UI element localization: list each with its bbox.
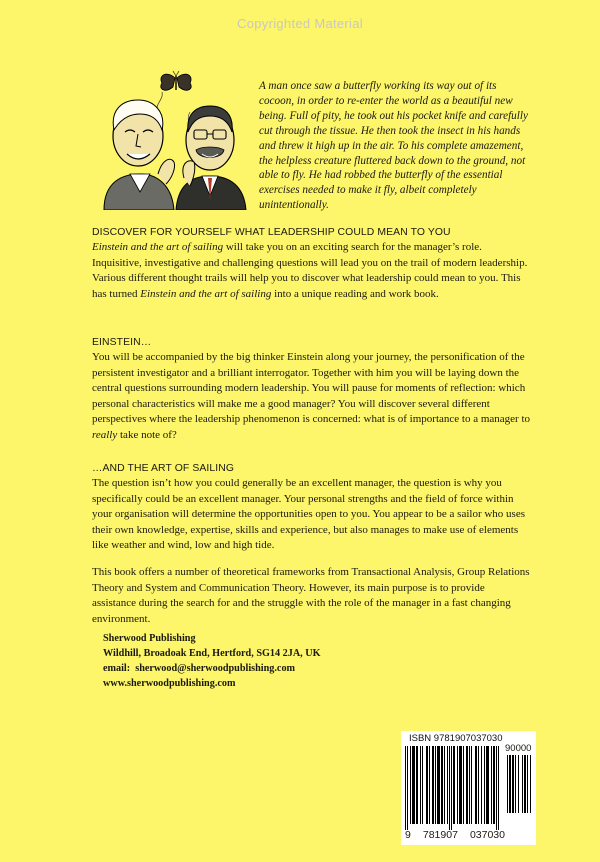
barcode-bar [432, 746, 434, 824]
barcode-bar [441, 746, 443, 824]
isbn-label: ISBN 9781907037030 [409, 733, 503, 744]
barcode-bar [475, 746, 477, 824]
barcode-bar [515, 755, 516, 813]
barcode-bar [463, 746, 464, 824]
section-paragraph: The question isn’t how you could generally be an excellent manager, the question is why you specifically could be an excellent manager. Your personal strengths and the field of force within your organisation will determine the opportunities open to you. You appear to be a sailor who uses their own knowledge, expertise, skills and experience, but also manages to make use of elements like weather and wind, low and high tide. [92, 477, 526, 552]
barcode-bar [412, 746, 415, 824]
book-title: Einstein and the art of sailing [140, 287, 272, 300]
publisher-email: sherwood@sherwoodpublishing.com [135, 663, 296, 674]
barcode-bar [444, 746, 445, 824]
barcode-digits-group1: 781907 [422, 829, 458, 841]
barcode-bar [471, 746, 472, 824]
barcode-bar [453, 746, 455, 824]
right-man-figure [176, 106, 246, 210]
left-man-figure [104, 100, 175, 210]
paragraph-text: take note of? [117, 428, 177, 441]
section-heading: EINSTEIN… [92, 337, 152, 348]
barcode-bars [405, 746, 505, 830]
section-paragraph [92, 240, 530, 302]
barcode-bar [426, 746, 428, 824]
section-einstein [92, 336, 530, 444]
barcode-bar [491, 746, 492, 824]
book-title: Einstein and the art of sailing [92, 241, 224, 253]
barcode-bar [420, 746, 421, 824]
emphasis-text: really [92, 428, 118, 441]
barcode-bar [429, 746, 430, 824]
section-art-of-sailing [92, 462, 530, 554]
copyright-watermark: Copyrighted Material [237, 16, 363, 31]
barcode-bar [512, 755, 514, 813]
section-heading: …AND THE ART OF SAILING [92, 463, 235, 474]
email-label: email: [103, 663, 131, 674]
paragraph-text: into a unique reading and work book. [271, 287, 439, 300]
barcode-bar [416, 746, 418, 824]
authors-illustration [92, 70, 254, 210]
butterfly-quote: A man once saw a butterfly working its way out of its cocoon, in order to re-enter the world as a beautiful new being. Full of pity, he took out his pocket knife and carefully cut through the tissue. He then took the insect in his hands and threw it high up in the air. To his complete amazement, the helpless creature fluttered back down to the ground, not able to fly. He had robbed the butterfly of the essential exercises needed to make it fly, albeit completely unintentionally. [259, 80, 528, 212]
barcode-bar [524, 755, 526, 813]
barcode-bar [486, 746, 489, 824]
barcode-bar [522, 755, 523, 813]
section-discover [92, 226, 530, 302]
butterfly-icon [161, 71, 192, 90]
barcode-bar [407, 746, 408, 830]
barcode-bar [437, 746, 440, 824]
publisher-website: www.sherwoodpublishing.com [103, 678, 236, 689]
barcode-bar [484, 746, 485, 824]
barcode-bar [469, 746, 470, 824]
barcode-bar [481, 746, 482, 824]
publisher-address: Wildhill, Broadoak End, Hertford, SG14 2JA, UK [103, 648, 321, 659]
barcode-bar [449, 746, 450, 830]
barcode-bar [527, 755, 528, 813]
barcode-bar [493, 746, 495, 824]
barcode-digit-first: 9 [405, 829, 411, 841]
barcode-digits [405, 829, 505, 841]
publisher-name: Sherwood Publishing [103, 633, 196, 644]
barcode-bar [447, 746, 448, 824]
barcode-bar [498, 746, 499, 830]
barcode-bar [405, 746, 406, 830]
section-paragraph: This book offers a number of theoretical frameworks from Transactional Analysis, Group Relations Theory and System and Communication Theory. However, its main purpose is to provide assistance during the search for and the struggle with the role of the manager in a fast changing environment. [92, 566, 530, 625]
barcode-bar [507, 755, 508, 813]
barcode-bar [518, 755, 519, 813]
barcode-bar [509, 755, 511, 813]
publisher-block [103, 631, 321, 691]
barcode-bar [466, 746, 468, 824]
barcode-bar [422, 746, 423, 824]
section-heading: DISCOVER FOR YOURSELF WHAT LEADERSHIP COULD MEAN TO YOU [92, 227, 451, 238]
barcode-addon-number: 90000 [505, 743, 532, 754]
barcode-bar [496, 746, 497, 830]
barcode-bar [435, 746, 436, 824]
barcode-bar [478, 746, 479, 824]
barcode-bar [459, 746, 462, 824]
barcode-bar [457, 746, 458, 824]
barcode-addon-bars [507, 755, 533, 839]
barcode-bar [530, 755, 531, 813]
paragraph-text: You will be accompanied by the big thinker Einstein along your journey, the personification of the persistent investigator and a brilliant interrogator. Together with him you will be laying down the central questions surrounding modern leadership. You will pause for moments of reflection: which personal characteristics will make me a good manager? You will discover several different perspectives where the leadership phenomenon is concerned: what is of importance to a manager to [92, 351, 531, 426]
section-paragraph [92, 350, 530, 444]
barcode-bar [410, 746, 411, 824]
barcode-bar [451, 746, 452, 830]
paragraph-text: will take you on an exciting search for the manager’s role. Inquisitive, investigative and challenging questions will lead you on the trail of modern leadership. Various different thought trails will help you to discover what leadership could mean to you. This has turned [92, 241, 528, 300]
publisher-email-line [103, 661, 321, 676]
barcode-digits-group2: 037030 [469, 829, 505, 841]
isbn-barcode [401, 731, 536, 845]
section-frameworks [92, 565, 530, 627]
